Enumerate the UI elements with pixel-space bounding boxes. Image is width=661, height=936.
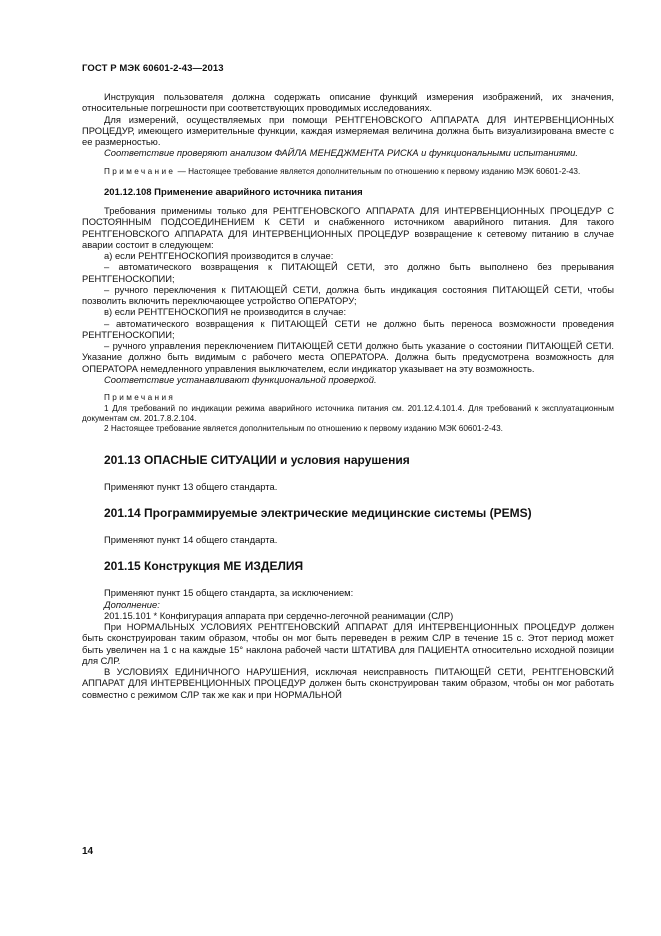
notes-label: Примечания	[104, 393, 176, 403]
list-item: – автоматического возвращения к ПИТАЮЩЕЙ СЕТИ, это должно быть выполнено без прерывания РЕНТГЕНОСКОПИИ;	[82, 261, 614, 284]
list-item: – ручного переключения к ПИТАЮЩЕЙ СЕТИ, должна быть индикация состояния ПИТАЮЩЕЙ СЕТИ, чтобы позволить включить переключающее устройство ОПЕРАТОРУ;	[82, 283, 614, 307]
compliance-paragraph: Соответствие устанавливают функциональной проверкой.	[104, 373, 377, 385]
section-heading-201-15: 201.15 Конструкция МЕ ИЗДЕЛИЯ	[104, 559, 304, 574]
note-text: — Настоящее требование является дополнительным по отношению к первому изданию МЭК 60601-2-43.	[175, 166, 581, 176]
section-heading-201-13: 201.13 ОПАСНЫЕ СИТУАЦИИ и условия нарушения	[104, 452, 410, 467]
paragraph: Применяют пункт 15 общего стандарта, за исключением:	[104, 587, 354, 599]
paragraph: Применяют пункт 13 общего стандарта.	[104, 480, 278, 492]
paragraph: Требования применимы только для РЕНТГЕНОВСКОГО АППАРАТА ДЛЯ ИНТЕРВЕНЦИОННЫХ ПРОЦЕДУР С ПОСТОЯННЫМ ПОДСОЕДИНЕНИЕМ К СЕТИ и снабженного источником аварийного питания. Для такого РЕНТГЕНОВСКОГО АППАРАТА ДЛЯ ИНТЕРВЕНЦИОННЫХ ПРОЦЕДУР возвращение к сетевому питанию в случае аварии состоит в следующем:	[82, 205, 614, 250]
note: 1 Для требований по индикации режима аварийного источника питания см. 201.12.4.101.4. Для требований к эксплуатационным документам см. 201.7.8.2.104.	[82, 403, 614, 423]
running-header: ГОСТ Р МЭК 60601-2-43—2013	[82, 63, 224, 74]
section-heading-201-14: 201.14 Программируемые электрические медицинские системы (PEMS)	[104, 506, 532, 521]
list-item: а) если РЕНТГЕНОСКОПИЯ производится в случае:	[104, 250, 334, 262]
list-item: в) если РЕНТГЕНОСКОПИЯ не производится в случае:	[104, 306, 347, 318]
subsection-title: 201.15.101 * Конфигурация аппарата при сердечно-легочной реанимации (СЛР)	[104, 609, 454, 621]
note	[82, 167, 614, 177]
list-item: – автоматического возвращения к ПИТАЮЩЕЙ СЕТИ не должно быть переноса возможности проведения РЕНТГЕНОСКОПИИ;	[82, 317, 614, 340]
section-heading-201-12-108: 201.12.108 Применение аварийного источника питания	[104, 186, 363, 198]
page-content	[82, 91, 614, 700]
note-label: Примечание	[104, 166, 176, 176]
page-number: 14	[82, 846, 94, 857]
paragraph: При НОРМАЛЬНЫХ УСЛОВИЯХ РЕНТГЕНОВСКИЙ АППАРАТ ДЛЯ ИНТЕРВЕНЦИОННЫХ ПРОЦЕДУР должен быть сконструирован таким образом, чтобы он мог быть переведен в режим СЛР в течение 15 с. Этот период может быть увеличен на 1 с на каждые 15° наклона рабочей части ШТАТИВА для ПАЦИЕНТА относительно исходной позиции для СЛР.	[82, 621, 614, 666]
list-item: – ручного управления переключением ПИТАЮЩЕЙ СЕТИ должно быть указание о состоянии ПИТАЮЩЕЙ СЕТИ. Указание должно быть видимым с рабочего места ОПЕРАТОРА. Должна быть предусмотрена возможность для ОПЕРАТОРА немедленного управления выключателем, если индикатор указывает на эту возможность.	[82, 340, 614, 374]
compliance-paragraph: Соответствие проверяют анализом ФАЙЛА МЕНЕДЖМЕНТА РИСКА и функциональными испытаниями.	[104, 147, 578, 159]
paragraph: Применяют пункт 14 общего стандарта.	[104, 534, 278, 546]
paragraph: В УСЛОВИЯХ ЕДИНИЧНОГО НАРУШЕНИЯ, исключая неисправность ПИТАЮЩЕЙ СЕТИ, РЕНТГЕНОВСКИЙ АППАРАТ ДЛЯ ИНТЕРВЕНЦИОННЫХ ПРОЦЕДУР должен быть сконструирован таким образом, чтобы он мог работать совместно с режимом СЛР так же как и при НОРМАЛЬНОЙ	[82, 666, 614, 700]
paragraph: Для измерений, осуществляемых при помощи РЕНТГЕНОВСКОГО АППАРАТА ДЛЯ ИНТЕРВЕНЦИОННЫХ ПРОЦЕДУР, имеющего измерительные функции, каждая измеряемая величина должна быть визуализирована вместе с ее размерностью.	[82, 113, 614, 147]
note: 2 Настоящее требование является дополнительным по отношению к первому изданию МЭК 60601-2-43.	[104, 424, 503, 434]
addition-label: Дополнение:	[104, 598, 160, 610]
paragraph: Инструкция пользователя должна содержать описание функций измерения изображений, их значения, относительные погрешности при соответствующих проводимых исследованиях.	[82, 91, 614, 114]
